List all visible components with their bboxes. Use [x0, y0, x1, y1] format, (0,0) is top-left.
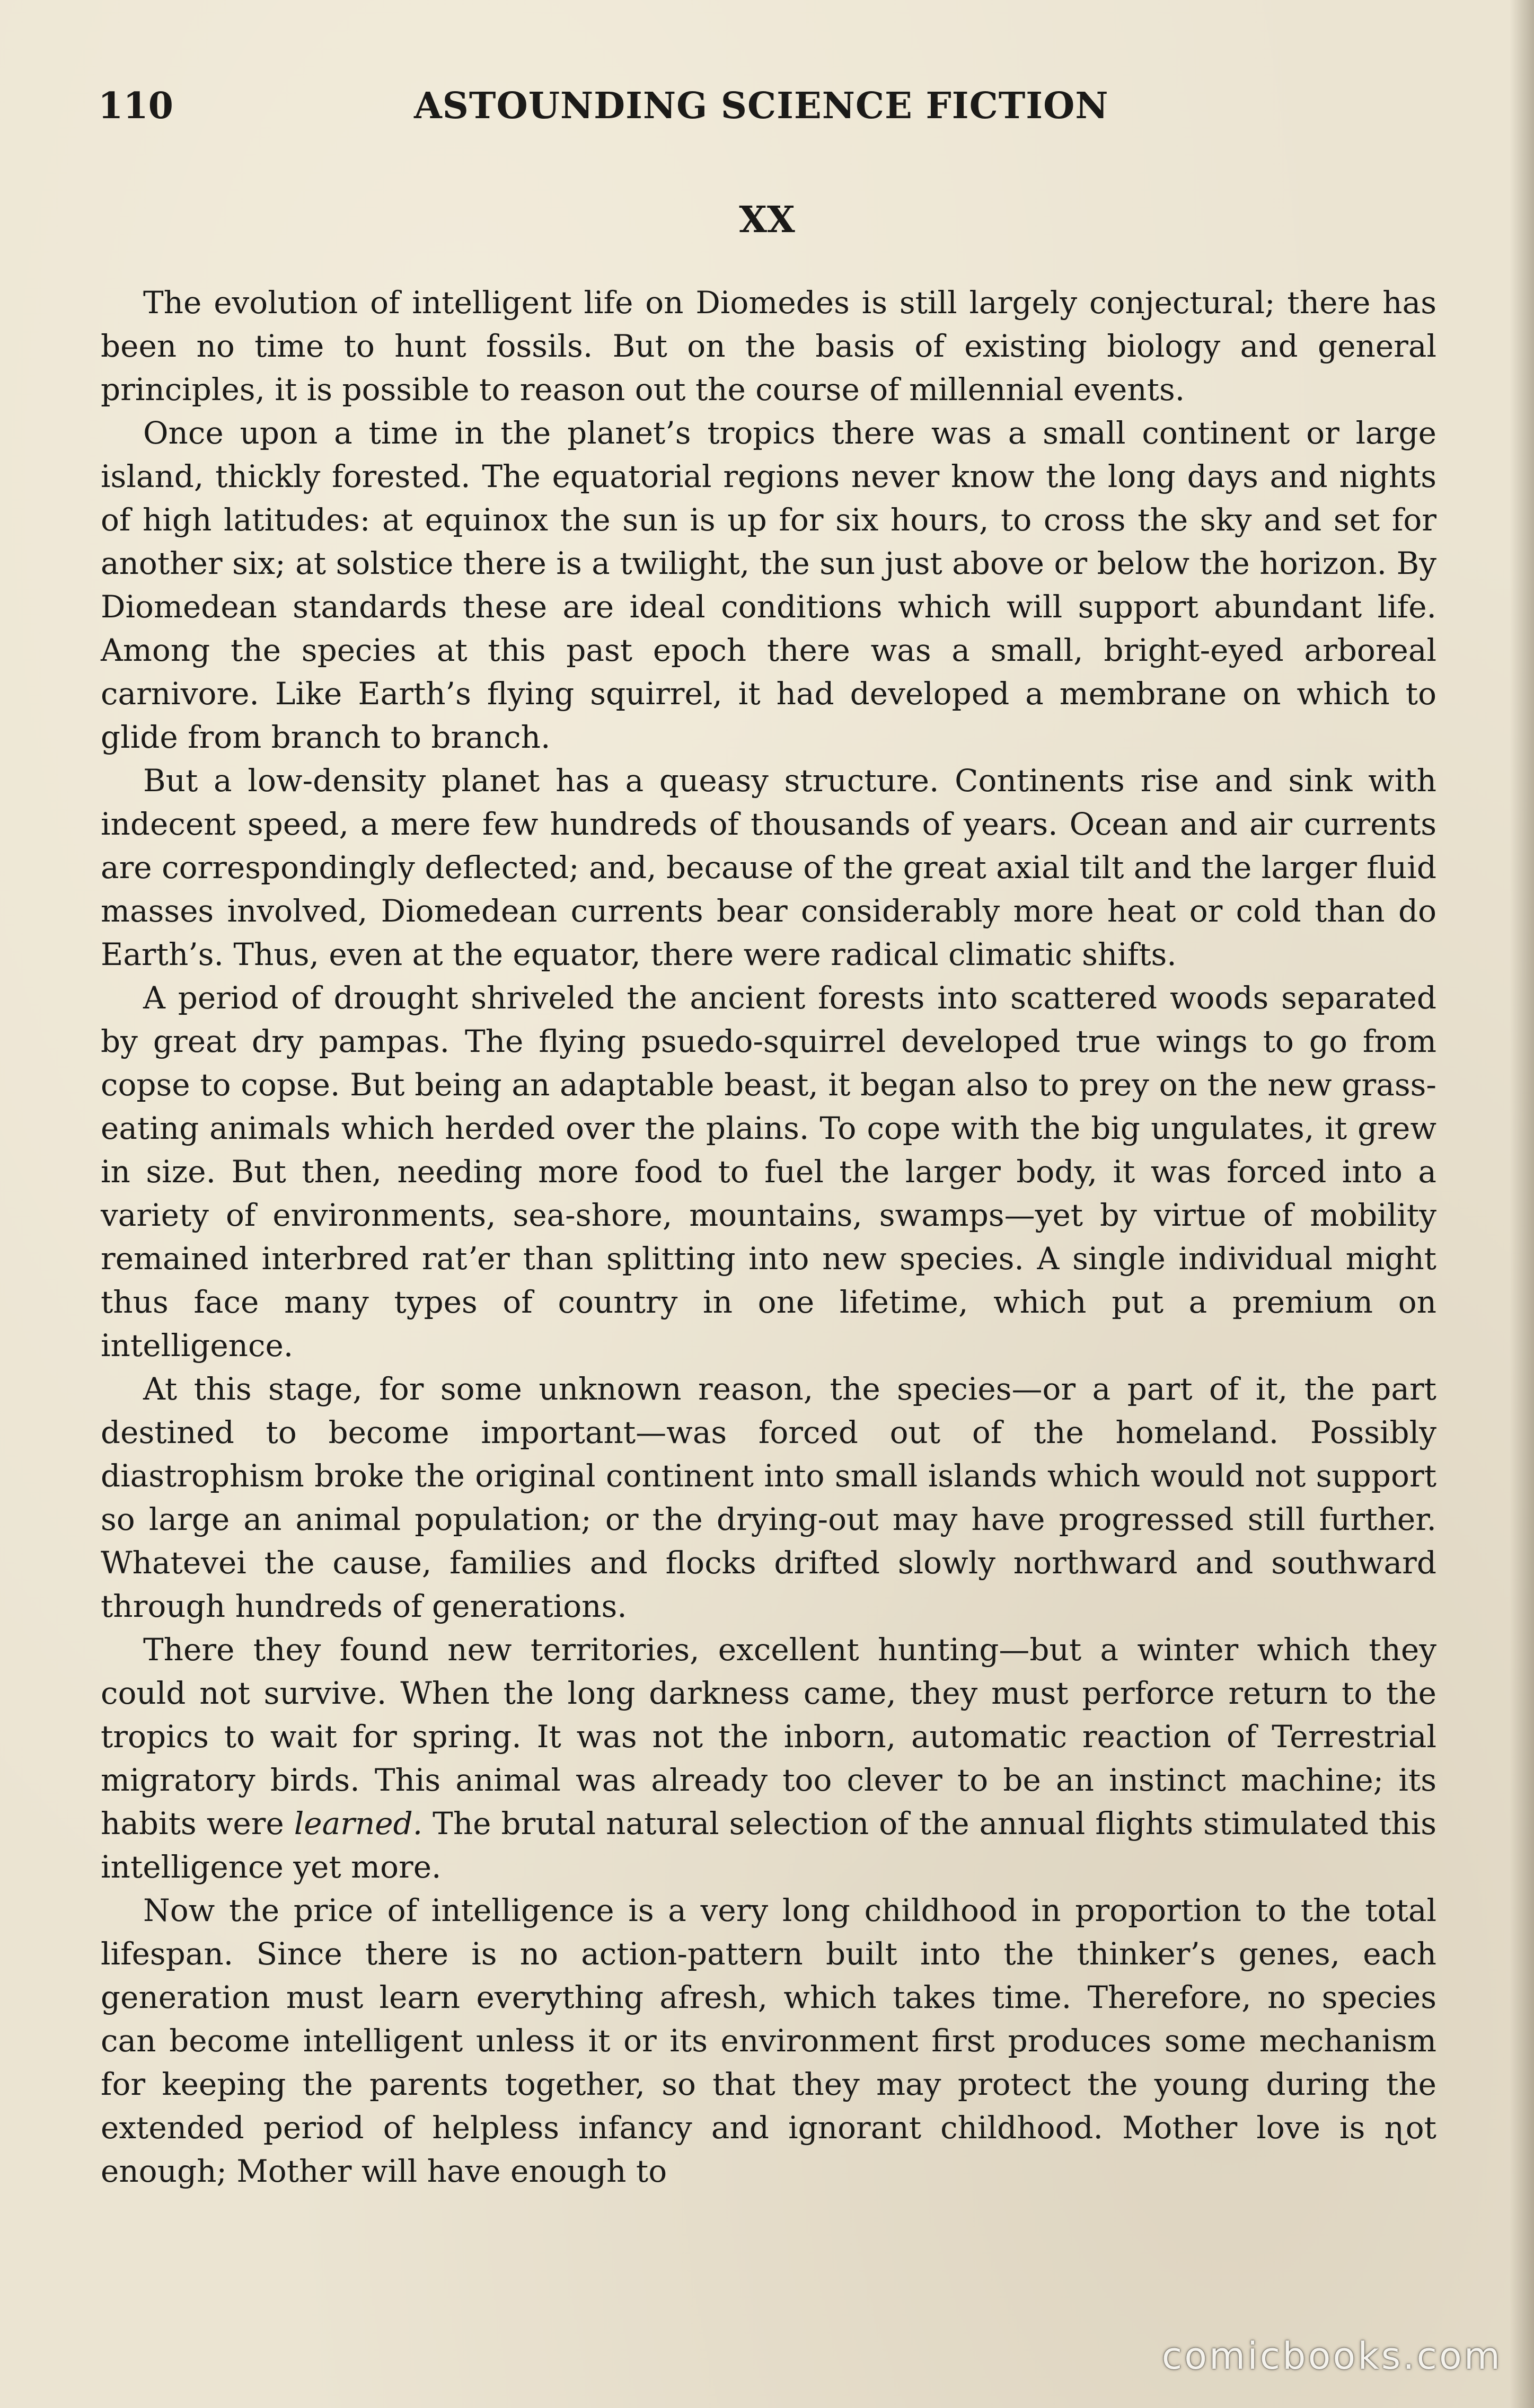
- watermark: comicbooks.com: [1161, 2334, 1502, 2378]
- paragraph-2: Once upon a time in the planet’s tropics there was a small continent or large island, thickly forested. The equatorial regions never know the long days and nights of high latitudes: at equinox the sun is up for six hours, to cross the sky and set for another six; at solstice there is a twilight, the sun just above or below the horizon. By Diomedean standards these are ideal conditions which will support abundant life. Among the species at this past epoch there was a small, bright-eyed arboreal carnivore. Like Earth’s flying squirrel, it had developed a membrane on which to glide from branch to branch.: [101, 415, 1436, 755]
- paragraph-6: [101, 1628, 1436, 1889]
- paragraph-4: A period of drought shriveled the ancient forests into scattered woods separated by great dry pampas. The flying psuedo-squirrel developed true wings to go from copse to copse. But being an adaptable beast, it began also to prey on the new grass-eating animals which herded over the plains. To cope with the big ungulates, it grew in size. But then, needing more food to fuel the larger body, it was forced into a variety of environments, sea-shore, mountains, swamps—yet by virtue of mobility remained interbred ratʼer than splitting into new species. A single individual might thus face many types of country in one lifetime, which put a premium on intelligence.: [101, 980, 1436, 1364]
- paragraph-6-text-before: There they found new territories, excellent hunting—but a winter which they could not survive. When the long darkness came, they must perforce return to the tropics to wait for spring. It was not the inborn, automatic reaction of Terrestrial migratory birds. This animal was already too clever to be an instinct machine; its habits were: [101, 1632, 1436, 1842]
- paragraph-5: At this stage, for some unknown reason, the species—or a part of it, the part destined to become important—was forced out of the homeland. Possibly diastrophism broke the original continent into small islands which would not support so large an animal population; or the drying-out may have progressed still further. Whatevei the cause, families and flocks drifted slowly northward and southward through hundreds of generations.: [101, 1371, 1436, 1624]
- paragraph-7: Now the price of intelligence is a very long childhood in proportion to the total lifespan. Since there is no action-pattern built into the thinker’s genes, each generation must learn everything afresh, which takes time. Therefore, no species can become intelligent unless it or its environment first produces some mechanism for keeping the parents together, so that they may protect the young during the extended period of helpless infancy and ignorant childhood. Mother love is ɳot enough; Mother will have enough to: [101, 1892, 1436, 2189]
- page-edge-shadow: [1510, 0, 1534, 2408]
- paragraph-6-text-after: The brutal natural selection of the annual flights stimulated this intelligence yet more.: [101, 1805, 1436, 1885]
- paragraph-1: The evolution of intelligent life on Diomedes is still largely conjectural; there has been no time to hunt fossils. But on the basis of existing biology and general principles, it is possible to reason out the course of millennial events.: [101, 285, 1436, 408]
- paragraph-6-emphasis: learned.: [294, 1805, 423, 1842]
- body-text: [101, 281, 1436, 2193]
- running-head: [98, 79, 1442, 143]
- paragraph-3: But a low-density planet has a queasy structure. Continents rise and sink with indecent speed, a mere few hundreds of thousands of years. Ocean and air currents are correspondingly deflected; and, because of the great axial tilt and the larger fluid masses involved, Diomedean currents bear considerably more heat or cold than do Earth’s. Thus, even at the equator, there were radical climatic shifts.: [101, 763, 1436, 972]
- running-title: ASTOUNDING SCIENCE FICTION: [414, 85, 1109, 127]
- chapter-heading: XX: [739, 199, 795, 241]
- page-number: 110: [98, 85, 173, 127]
